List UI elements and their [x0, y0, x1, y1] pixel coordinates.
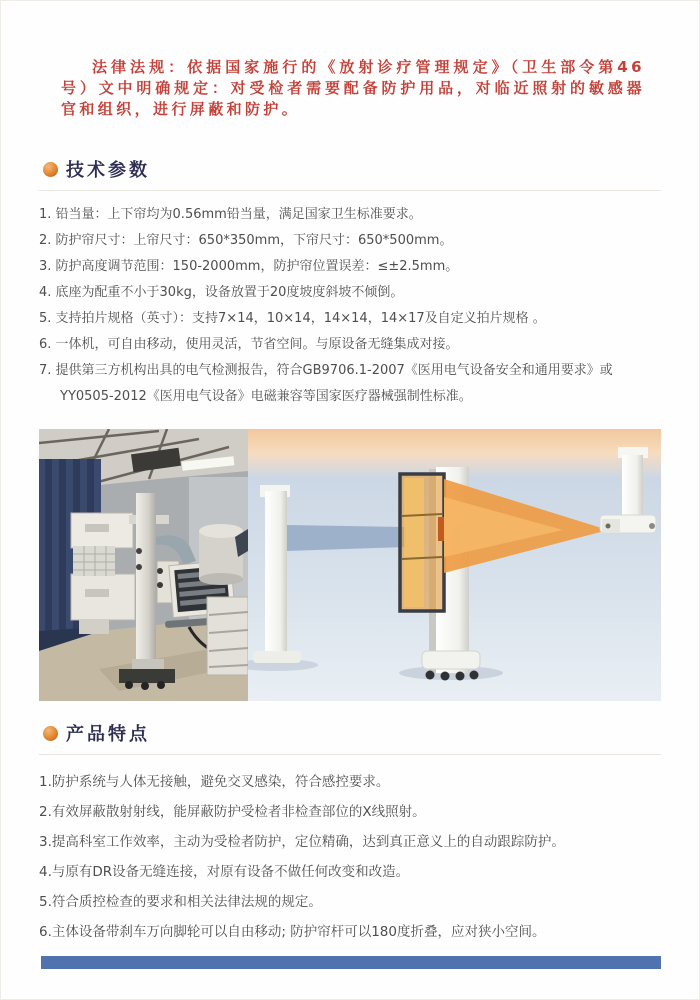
legal-notice-text: 法律法规：依据国家施行的《放射诊疗管理规定》（卫生部令第46号）文中明确规定：对受检者需要配备防护用品，对临近照射的敏感器官和组织，进行屏蔽和防护。 — [61, 58, 645, 118]
orange-bullet-icon — [43, 162, 58, 177]
product-feature-item: 4.与原有DR设备无缝连接，对原有设备不做任何改变和改造。 — [39, 864, 410, 880]
tech-parameter-item: 2. 防护帘尺寸：上帘尺寸：650*350mm，下帘尺寸：650*500mm。 — [39, 233, 453, 248]
product-feature-item: 6.主体设备带刹车万向脚轮可以自由移动; 防护帘杆可以180度折叠，应对狭小空间。 — [39, 924, 546, 940]
cylinder-drum — [199, 524, 243, 585]
blue-beam — [287, 525, 406, 551]
product-feature-item: 2.有效屏蔽散射射线，能屏蔽防护受检者非检查部位的X线照射。 — [39, 804, 426, 820]
protection-system-render — [248, 429, 661, 701]
product-figure — [39, 429, 661, 701]
tech-parameter-item: 1. 铅当量：上下帘均为0.56mm铅当量，满足国家卫生标准要求。 — [39, 207, 422, 222]
tech-parameter-list — [39, 202, 661, 410]
footer-divider-bar — [41, 956, 661, 969]
tech-parameter-item: 4. 底座为配重不小于30kg，设备放置于20度坡度斜坡不倾倒。 — [39, 285, 404, 300]
product-feature-item: 5.符合质控检查的要求和相关法律法规的规定。 — [39, 894, 322, 910]
tech-section-header — [39, 156, 661, 191]
features-section-header — [39, 720, 661, 755]
equipment-room-photo — [39, 429, 248, 701]
tech-parameter-item: 7. 提供第三方机构出具的电气检测报告，符合GB9706.1-2007《医用电气设备安全和通用要求》或YY0505-2012《医用电气设备》电磁兼容等国家医疗器械强制性标准。 — [39, 363, 613, 404]
wall-cabinets — [71, 513, 135, 634]
product-feature-item: 3.提高科室工作效率，主动为受检者防护，定位精确，达到真正意义上的自动跟踪防护。 — [39, 834, 565, 850]
tech-parameter-item: 6. 一体机，可自由移动，使用灵活，节省空间。与原设备无缝集成对接。 — [39, 337, 459, 352]
product-feature-item: 1.防护系统与人体无接触，避免交叉感染，符合感控要求。 — [39, 774, 390, 790]
features-section-title: 产品特点 — [66, 724, 150, 745]
tech-parameter-item: 5. 支持拍片规格（英寸）：支持7×14，10×14，14×14，14×17及自定义拍片规格 。 — [39, 311, 546, 326]
product-feature-list — [39, 767, 661, 947]
orange-bullet-icon — [43, 726, 58, 741]
tech-section-title: 技术参数 — [66, 160, 150, 181]
tech-parameter-item: 3. 防护高度调节范围：150-2000mm，防护帘位置误差：≤±2.5mm。 — [39, 259, 459, 274]
